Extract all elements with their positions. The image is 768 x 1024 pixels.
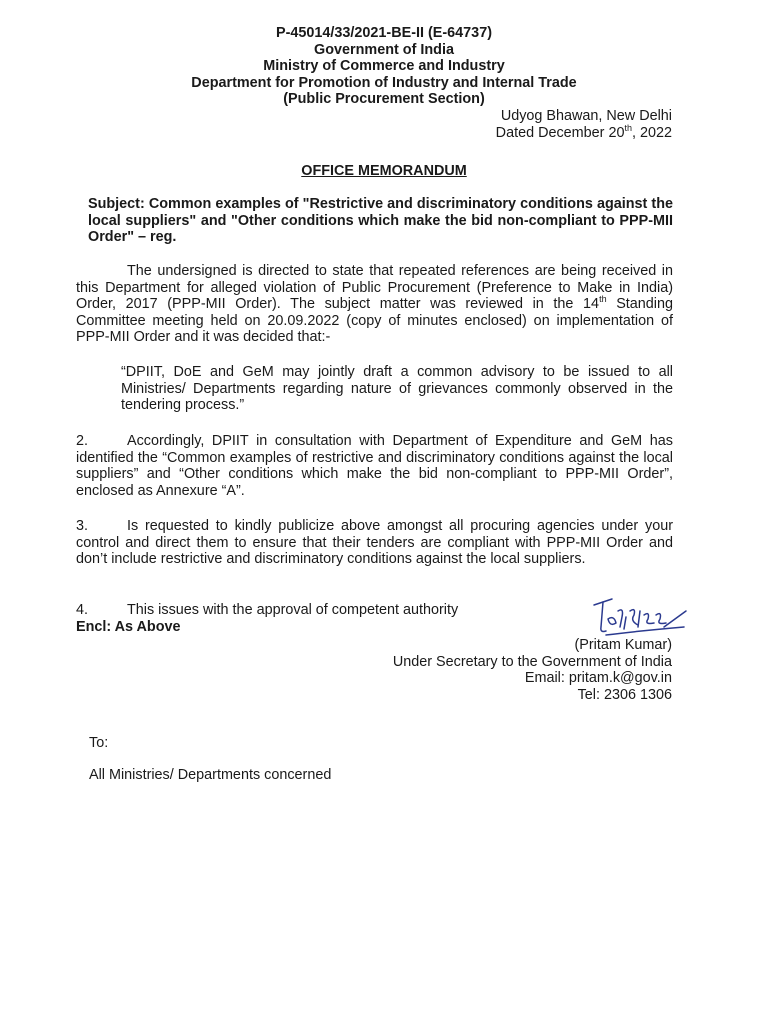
signatory-email: Email: pritam.k@gov.in (524, 670, 672, 687)
memo-title: OFFICE MEMORANDUM (301, 163, 467, 179)
government-name: Government of India (314, 41, 454, 58)
enclosure-note: Encl: As Above (76, 619, 181, 635)
paragraph-1: The undersigned is directed to state that repeated references are being received in this Department for alleged violation of Public Procurement (Preference to Make in India) Order, 2017 (PPP-MII Order). The subject matter was reviewed in the 14th Standing Committee meeting held on 20.09.2022 (copy of minutes enclosed) on implementation of PPP-MII Order and it was decided that:- (76, 263, 674, 346)
section-name: (Public Procurement Section) (283, 91, 485, 108)
paragraph-4: 4. This issues with the approval of competent authority (76, 602, 459, 618)
signature-icon (588, 597, 688, 639)
place-line: Udyog Bhawan, New Delhi (500, 108, 672, 124)
subject-text: Common examples of "Restrictive and discriminatory conditions against the local suppliers" and "Other conditions which make the bid non-compliant to PPP-MII Order" – reg. (88, 196, 674, 246)
signature-block (393, 637, 672, 703)
department-name: Department for Promotion of Industry and Internal Trade (191, 74, 577, 91)
date-line: Dated December 20th, 2022 (495, 123, 672, 141)
to-label: To: (89, 735, 109, 751)
handwritten-signature (588, 597, 688, 639)
letterhead (0, 25, 768, 108)
decision-quote: “DPIIT, DoE and GeM may jointly draft a common advisory to be issued to all Ministries/ Departments regarding nature of grievances commonly observed in the tendering process.” (121, 364, 673, 414)
file-number: P-45014/33/2021-BE-II (E-64737) (276, 25, 492, 41)
recipients: All Ministries/ Departments concerned (89, 767, 332, 783)
subject-label: Subject: (88, 196, 145, 212)
signatory-phone: Tel: 2306 1306 (577, 686, 672, 703)
ministry-name: Ministry of Commerce and Industry (263, 58, 505, 75)
signatory-name: (Pritam Kumar) (574, 637, 672, 653)
paragraph-2: 2. Accordingly, DPIIT in consultation with Department of Expenditure and GeM has identified the “Common examples of restrictive and discriminatory conditions against the local suppliers” and “Other conditions which make the bid non-compliant to PPP-MII Order”, enclosed as Annexure “A”. (76, 433, 673, 499)
paragraph-3: 3. Is requested to kindly publicize above amongst all procuring agencies under your control and direct them to ensure that their tenders are compliant with PPP-MII Order and don’t include restrictive and discriminatory conditions against the local suppliers. (76, 518, 673, 568)
subject (88, 196, 673, 246)
signatory-designation: Under Secretary to the Government of India (392, 653, 672, 670)
